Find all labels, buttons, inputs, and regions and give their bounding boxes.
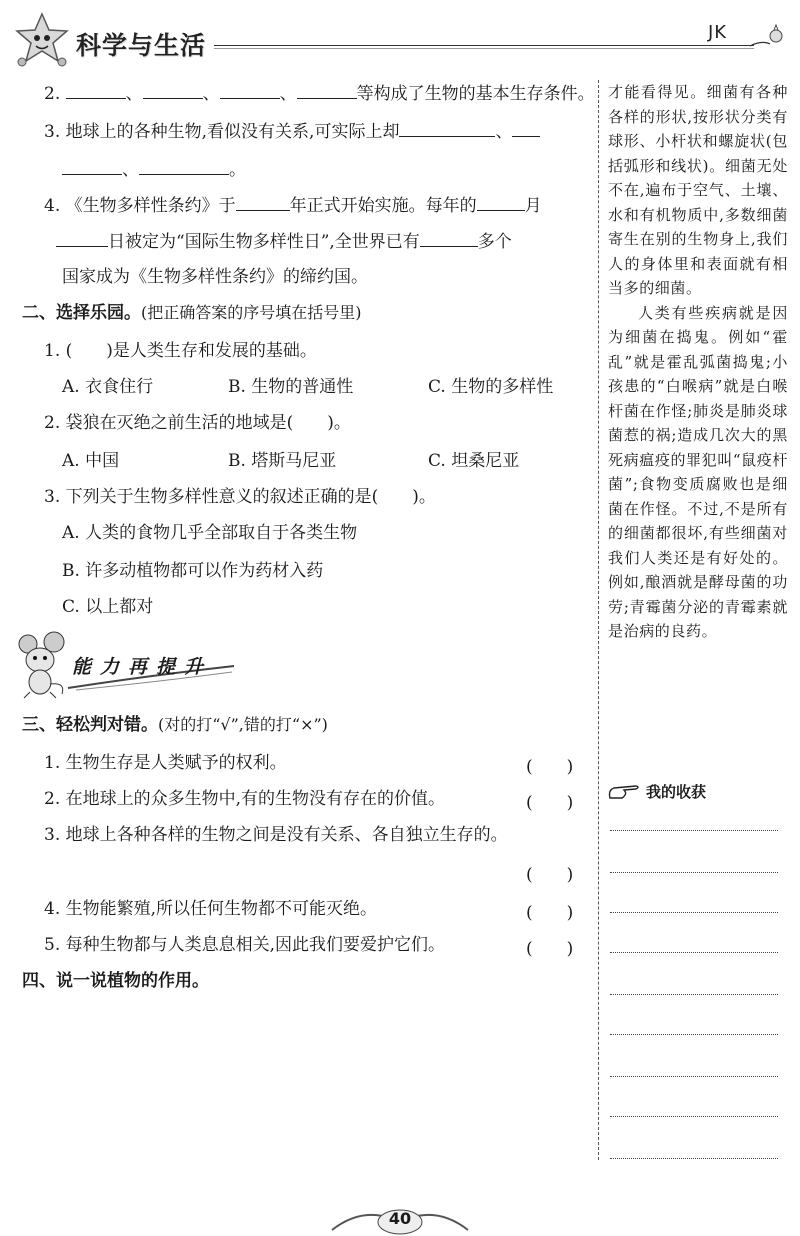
question-text: 《生物多样性条约》于: [65, 196, 236, 216]
answer-paren[interactable]: ( ): [526, 757, 574, 777]
separator: 、: [122, 160, 139, 180]
question-text: 多个: [477, 232, 512, 252]
fill-question-2: [44, 82, 595, 105]
harvest-line[interactable]: [610, 952, 778, 953]
answer-blank[interactable]: [143, 82, 203, 99]
option-c[interactable]: C. 坦桑尼亚: [428, 451, 520, 471]
choice-question-2: 2. 袋狼在灭绝之前生活的地域是( )。: [44, 413, 351, 433]
cartoon-logo-icon: [12, 10, 72, 70]
fill-question-4-cont: [56, 230, 512, 253]
answer-area[interactable]: [40, 1000, 590, 1180]
ability-banner-label: 能力再提升: [72, 656, 213, 678]
harvest-line[interactable]: [610, 872, 778, 873]
question-number: 4.: [44, 196, 61, 216]
mouse-mascot-icon: [10, 630, 70, 700]
question-text: 地球上的各种生物,看似没有关系,可实际上却: [65, 122, 400, 142]
answer-blank[interactable]: [236, 194, 290, 211]
fill-question-3: [44, 120, 540, 143]
option-c[interactable]: C. 生物的多样性: [428, 377, 554, 397]
choice-question-1: 1. ( )是人类生存和发展的基础。: [44, 341, 317, 361]
header-rule-secondary: [214, 48, 754, 49]
harvest-line[interactable]: [610, 994, 778, 995]
harvest-line[interactable]: [610, 912, 778, 913]
section-title: 三、轻松判对错。: [22, 715, 158, 735]
section-3-heading: [22, 714, 328, 736]
header-code: JK: [708, 22, 728, 43]
header-mascot-icon: [748, 24, 788, 54]
answer-blank[interactable]: [139, 158, 229, 175]
separator: 、: [202, 84, 220, 104]
harvest-label: 我的收获: [646, 783, 707, 801]
fill-question-4: [44, 194, 542, 217]
separator: 、: [125, 84, 143, 104]
answer-paren[interactable]: ( ): [526, 793, 574, 813]
fill-question-3-cont: [62, 158, 246, 181]
page-number: 40: [388, 1209, 412, 1228]
answer-blank[interactable]: [56, 230, 108, 247]
option-a[interactable]: A. 中国: [62, 451, 120, 471]
option-b[interactable]: B. 生物的普通性: [228, 377, 354, 397]
judge-item-3: 3. 地球上各种各样的生物之间是没有关系、各自独立生存的。: [44, 825, 508, 845]
answer-blank[interactable]: [66, 82, 126, 99]
section-2-heading: [22, 302, 362, 324]
answer-paren[interactable]: ( ): [526, 865, 574, 885]
harvest-line[interactable]: [610, 830, 778, 831]
option-c[interactable]: C. 以上都对: [62, 597, 154, 617]
column-divider: [598, 80, 599, 1160]
judge-item-4: 4. 生物能繁殖,所以任何生物都不可能灭绝。: [44, 899, 378, 919]
option-b[interactable]: B. 塔斯马尼亚: [228, 451, 337, 471]
answer-paren[interactable]: ( ): [526, 903, 574, 923]
answer-blank[interactable]: [477, 194, 525, 211]
option-b[interactable]: B. 许多动植物都可以作为药材入药: [62, 561, 324, 581]
question-number: 3.: [44, 122, 61, 142]
sidebar-paragraph-2: 人类有些疾病就是因为细菌在捣鬼。例如“霍乱”就是霍乱弧菌捣鬼;小孩患的“白喉病”就是白喉杆菌在作怪;肺炎是肺炎球菌惹的祸;造成几次大的黑死病瘟疫的罪犯叫“鼠疫杆菌”;食物变质腐败也是细菌在作怪。不过,不是所有的细菌都很坏,有些细菌对我们人类还是有好处的。例如,酿酒就是酵母菌的功劳;青霉菌分泌的青霉素就是治病的良药。: [608, 303, 788, 640]
harvest-line[interactable]: [610, 1076, 778, 1077]
sidebar-reading: [608, 80, 788, 644]
answer-blank[interactable]: [420, 230, 478, 247]
judge-item-2: 2. 在地球上的众多生物中,有的生物没有存在的价值。: [44, 789, 446, 809]
option-a[interactable]: A. 人类的食物几乎全部取自于各类生物: [62, 523, 358, 543]
option-a[interactable]: A. 衣食住行: [62, 377, 154, 397]
harvest-line[interactable]: [610, 1116, 778, 1117]
separator: 、: [495, 122, 513, 142]
harvest-line[interactable]: [610, 1158, 778, 1159]
answer-blank[interactable]: [512, 120, 540, 137]
answer-paren[interactable]: ( ): [526, 939, 574, 959]
question-number: 2.: [44, 84, 61, 104]
section-note: (把正确答案的序号填在括号里): [141, 303, 362, 322]
header-title: 科学与生活: [76, 31, 207, 60]
separator: 、: [279, 84, 297, 104]
question-text: 日被定为“国际生物多样性日”,全世界已有: [108, 232, 420, 252]
judge-item-5: 5. 每种生物都与人类息息相关,因此我们要爱护它们。: [44, 935, 446, 955]
header-rule: [214, 45, 754, 46]
section-title: 二、选择乐园。: [22, 303, 141, 323]
pointing-hand-icon: [606, 780, 642, 802]
question-text: 月: [524, 196, 542, 216]
question-text: 。: [229, 160, 246, 180]
section-4-heading: 四、说一说植物的作用。: [22, 971, 209, 991]
harvest-line[interactable]: [610, 1034, 778, 1035]
judge-item-1: 1. 生物生存是人类赋予的权利。: [44, 753, 287, 773]
section-note: (对的打“√”,错的打“×”): [158, 715, 328, 734]
question-text: 等构成了生物的基本生存条件。: [356, 84, 595, 104]
choice-question-3: 3. 下列关于生物多样性意义的叙述正确的是( )。: [44, 487, 436, 507]
sidebar-paragraph-1: 才能看得见。细菌有各种各样的形状,按形状分类有球形、小杆状和螺旋状(包括弧形和线状)。细菌无处不在,遍布于空气、土壤、水和有机物质中,多数细菌寄生在别的生物身上,我们人的身体里和表面就有相当多的细菌。: [608, 83, 788, 297]
answer-blank[interactable]: [399, 120, 495, 137]
answer-blank[interactable]: [220, 82, 280, 99]
answer-blank[interactable]: [297, 82, 357, 99]
fill-question-4-cont2: 国家成为《生物多样性条约》的缔约国。: [62, 267, 368, 287]
question-text: 年正式开始实施。每年的: [289, 196, 477, 216]
answer-blank[interactable]: [62, 158, 122, 175]
